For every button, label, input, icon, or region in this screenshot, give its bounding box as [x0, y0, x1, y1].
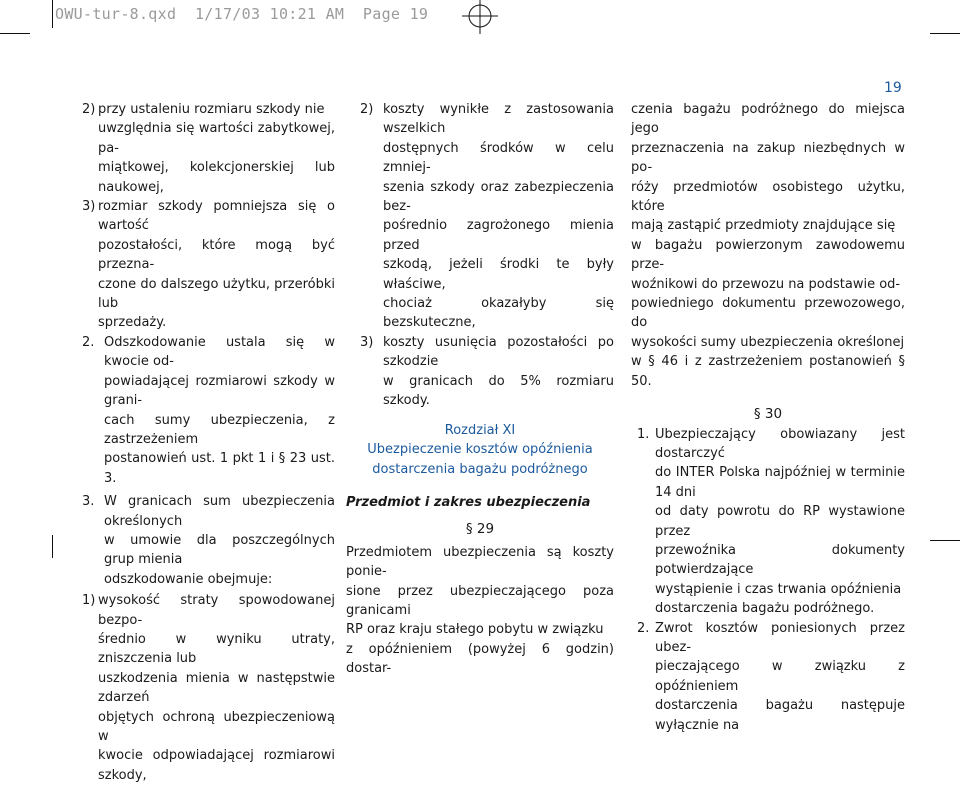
- page-number: 19: [884, 80, 902, 96]
- column-left: [82, 100, 335, 785]
- text-line: z opóźnieniem (powyżej 6 godzin) dostar-: [346, 641, 614, 677]
- text-line: woźnikowi do przewozu na podstawie od-: [631, 276, 901, 292]
- paragraph-3: [82, 492, 335, 589]
- text-line: uszkodzenia mienia w następstwie zdarzeń: [98, 670, 335, 706]
- text-line: wysokość straty spowodowanej bezpo-: [98, 593, 335, 628]
- text-line: odszkodowanie obejmuje:: [104, 571, 273, 587]
- text-line: Ubezpieczający obowiazany jest dostarczyć: [655, 426, 905, 461]
- chapter-title-line: dostarczenia bagażu podróżnego: [372, 461, 588, 477]
- text-line: w bagażu powierzonym zawodowemu prze-: [631, 237, 905, 273]
- text-line: pozostałości, które mogą być przezna-: [98, 237, 335, 273]
- list-item-number: 2): [360, 102, 374, 117]
- paragraph-number: 3.: [82, 494, 95, 510]
- paragraph-2: [82, 333, 335, 488]
- list-item-3: [82, 197, 335, 333]
- list-item-2: [82, 100, 335, 197]
- registration-mark-top: [462, 0, 498, 36]
- list-item-number: 1): [82, 593, 96, 609]
- text-line: chociaż okazałyby się bezskuteczne,: [383, 296, 614, 331]
- list-item-1: [82, 591, 335, 785]
- crop-mark-bottom-right: [930, 540, 960, 541]
- text-line: sprzedaży.: [98, 315, 167, 331]
- list-item-number: 3): [360, 334, 374, 350]
- text-line: Zwrot kosztów poniesionych przez ubez-: [655, 620, 905, 655]
- list-item-number: 3): [82, 199, 96, 215]
- text-line: objętych ochroną ubezpieczeniową w: [98, 709, 335, 744]
- text-line: powiadającej rozmiarowi szkody w grani-: [104, 373, 335, 409]
- paragraph-number: 2.: [637, 620, 650, 636]
- paragraph-symbol-29: § 29: [465, 521, 495, 538]
- text-line: pośrednio zagrożonego mienia przed: [383, 218, 614, 253]
- text-line: pieczającego w związku z opóźnieniem: [655, 659, 905, 694]
- text-line: sione przez ubezpieczającego poza granicami: [346, 583, 614, 619]
- chapter-heading: [346, 421, 614, 480]
- text-line: dostępnych środków w celu zmniej-: [383, 140, 614, 176]
- column-right: [631, 100, 905, 735]
- chapter-number: Rozdział XI: [444, 422, 516, 438]
- section-title: Przedmiot i zakres ubezpieczenia: [346, 495, 591, 510]
- text-line: przeznaczenia na zakup niezbędnych w po-: [631, 140, 905, 176]
- text-line: dostarczenia bagażu podróżnego.: [655, 601, 875, 617]
- text-line: wysokości sumy ubezpieczenia określonej: [631, 334, 905, 350]
- text-line: przewoźnika dokumenty potwierdzające: [655, 542, 905, 578]
- list-item-2: [346, 100, 614, 333]
- text-line: miątkowej, kolekcjonerskiej lub naukowej,: [98, 160, 335, 195]
- crop-mark-left-vertical: [52, 0, 53, 28]
- text-line: Przedmiotem ubezpieczenia są koszty ponie-: [346, 544, 614, 580]
- text-line: koszty usunięcia pozostałości po szkodzie: [383, 334, 614, 370]
- text-line: powiedniego dokumentu przewozowego, do: [631, 296, 905, 331]
- text-line: rozmiar szkody pomniejsza się o wartość: [98, 199, 335, 234]
- text-line: koszty wynikłe z zastosowania wszelkich: [383, 102, 614, 137]
- text-line: czone do dalszego użytku, przeróbki lub: [98, 276, 335, 312]
- text-line: szkodą, jeżeli środki te były właściwe,: [383, 257, 614, 292]
- text-line: kwocie odpowiadającej rozmiarowi szkody,: [98, 748, 335, 783]
- body-paragraph: [631, 100, 905, 391]
- crop-mark-bottom-left: [52, 535, 53, 558]
- list-item-number: 2): [82, 102, 96, 117]
- text-line: szenia szkody oraz zabezpieczenia bez-: [383, 179, 614, 215]
- text-line: uwzględnia się wartości zabytkowej, pa-: [98, 121, 335, 156]
- text-line: w umowie dla poszczególnych grup mienia: [104, 532, 335, 568]
- text-line: przy ustaleniu rozmiaru szkody nie: [98, 102, 325, 117]
- text-line: wystąpienie i czas trwania opóźnienia: [655, 581, 902, 597]
- list-item-3: [346, 333, 614, 411]
- text-line: Odszkodowanie ustala się w kwocie od-: [104, 334, 335, 370]
- text-line: róży przedmiotów osobistego użytku, które: [631, 179, 905, 215]
- text-line: dostarczenia bagażu następuje wyłącznie na: [655, 698, 905, 733]
- paragraph-symbol-30: § 30: [753, 406, 783, 423]
- body-paragraph: [346, 543, 614, 679]
- paragraph-number: 2.: [82, 334, 95, 350]
- text-line: postanowień ust. 1 pkt 1 i § 23 ust. 3.: [104, 451, 335, 486]
- text-line: średnio w wyniku utraty, zniszczenia lub: [98, 631, 335, 667]
- text-line: w § 46 i z zastrzeżeniem postanowień § 50.: [631, 354, 905, 389]
- paragraph-number: 1.: [637, 426, 650, 442]
- text-line: cach sumy ubezpieczenia, z zastrzeżeniem: [104, 412, 335, 447]
- chapter-title-line: Ubezpieczenie kosztów opóźnienia: [367, 442, 593, 457]
- paragraph-2: [631, 619, 905, 735]
- crop-mark-right: [930, 33, 960, 34]
- text-line: do INTER Polska najpóźniej w terminie 14 dni: [655, 465, 905, 500]
- text-line: RP oraz kraju stałego pobytu w związku: [346, 622, 604, 638]
- text-line: w granicach do 5% rozmiaru szkody.: [383, 373, 614, 409]
- column-middle: [346, 100, 614, 679]
- crop-mark-left: [0, 33, 30, 34]
- text-line: W granicach sum ubezpieczenia określonych: [104, 494, 335, 529]
- text-line: czenia bagażu podróżnego do miejsca jego: [631, 102, 905, 137]
- print-slug: OWU-tur-8.qxd 1/17/03 10:21 AM Page 19: [55, 5, 429, 23]
- paragraph-1: [631, 425, 905, 619]
- text-line: mają zastąpić przedmioty znajdujące się: [631, 218, 896, 234]
- text-line: od daty powrotu do RP wystawione przez: [655, 504, 905, 539]
